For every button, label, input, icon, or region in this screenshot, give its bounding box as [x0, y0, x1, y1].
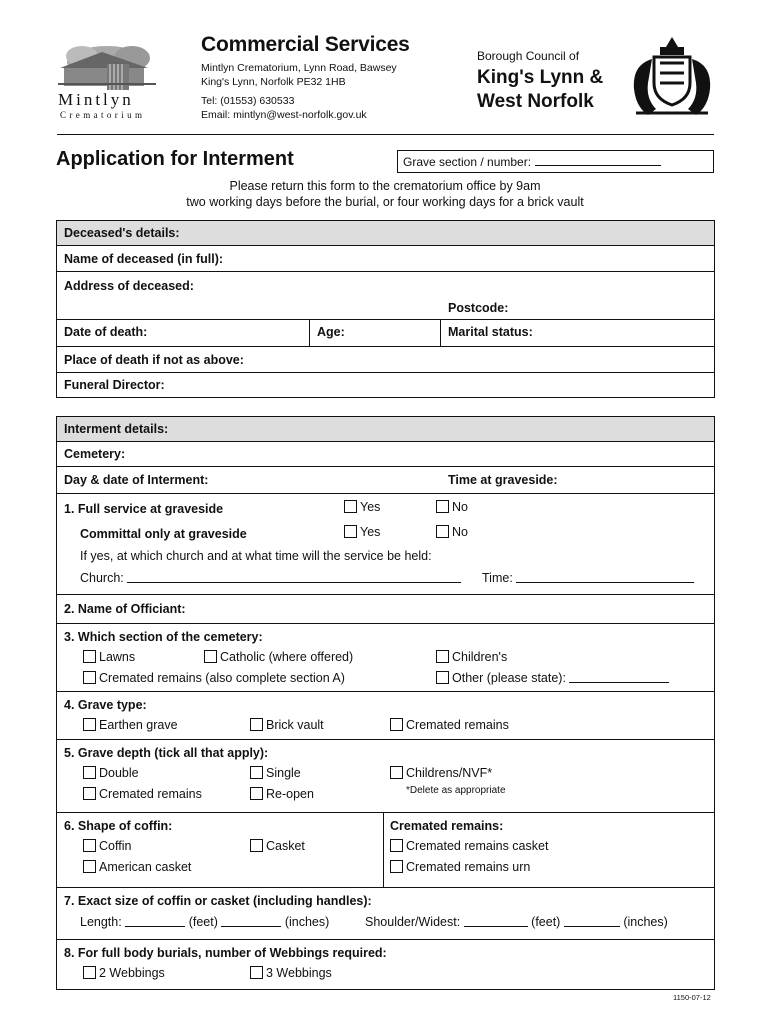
graveside-time-label: Time at graveside: — [448, 473, 558, 487]
question-3-section — [57, 623, 714, 691]
option-childrens-nvf[interactable]: Childrens/NVF* — [390, 766, 492, 780]
checkbox-icon[interactable] — [344, 500, 357, 513]
checkbox-icon[interactable] — [344, 525, 357, 538]
full-service-no[interactable]: No — [436, 500, 468, 514]
option-single[interactable]: Single — [250, 766, 301, 780]
grave-number-line[interactable] — [535, 165, 661, 166]
other-line[interactable] — [569, 682, 669, 683]
place-of-death-label: Place of death if not as above: — [64, 353, 244, 367]
checkbox-icon[interactable] — [83, 839, 96, 852]
option-cremated-casket[interactable]: Cremated remains casket — [390, 839, 548, 853]
council-crest-icon — [626, 33, 718, 119]
church-question: If yes, at which church and at what time will the service be held: — [80, 549, 432, 563]
checkbox-icon[interactable] — [250, 787, 263, 800]
question-6-coffin — [57, 812, 714, 887]
cemetery-field[interactable] — [57, 441, 714, 466]
checkbox-icon[interactable] — [83, 860, 96, 873]
checkbox-icon[interactable] — [390, 839, 403, 852]
checkbox-icon[interactable] — [436, 500, 449, 513]
marital-status-field[interactable] — [440, 320, 714, 346]
church-time-field[interactable]: Time: — [482, 571, 694, 585]
grave-type-question: 4. Grave type: — [64, 698, 147, 712]
option-cremated-grave[interactable]: Cremated remains — [390, 718, 509, 732]
council-prefix: Borough Council of — [477, 49, 580, 63]
age-field[interactable] — [309, 320, 440, 346]
marital-status-label: Marital status: — [448, 325, 533, 339]
option-reopen[interactable]: Re-open — [250, 787, 314, 801]
option-american-casket[interactable]: American casket — [83, 860, 191, 874]
checkbox-icon[interactable] — [250, 766, 263, 779]
shoulder-feet-line[interactable] — [464, 926, 528, 927]
church-time-line[interactable] — [516, 582, 694, 583]
checkbox-icon[interactable] — [83, 671, 96, 684]
option-casket[interactable]: Casket — [250, 839, 305, 853]
place-of-death-field[interactable] — [57, 346, 714, 372]
deceased-address-label: Address of deceased: — [64, 279, 194, 293]
question-8-webbings — [57, 939, 714, 989]
officiant-label: 2. Name of Officiant: — [64, 602, 186, 616]
cemetery-label: Cemetery: — [64, 447, 126, 461]
option-cremated-urn[interactable]: Cremated remains urn — [390, 860, 530, 874]
address-line-1: Mintlyn Crematorium, Lynn Road, Bawsey — [201, 62, 397, 74]
coffin-shape-question: 6. Shape of coffin: — [64, 819, 173, 833]
option-cremated-remains[interactable]: Cremated remains (also complete section A) — [83, 671, 345, 685]
section-question: 3. Which section of the cemetery: — [64, 630, 263, 644]
address-line-2: King's Lynn, Norfolk PE32 1HB — [201, 76, 346, 88]
submission-notice — [0, 178, 770, 210]
deceased-address-field[interactable] — [57, 271, 714, 319]
address-block — [201, 33, 410, 122]
webbings-question: 8. For full body burials, number of Webbings required: — [64, 946, 387, 960]
question-5-depth — [57, 739, 714, 812]
option-coffin[interactable]: Coffin — [83, 839, 131, 853]
telephone: Tel: (01553) 630533 — [201, 95, 295, 107]
officiant-field[interactable] — [57, 594, 714, 623]
question-7-size — [57, 887, 714, 939]
option-earthen[interactable]: Earthen grave — [83, 718, 178, 732]
option-three-webbings[interactable]: 3 Webbings — [250, 966, 332, 980]
date-time-row[interactable] — [57, 466, 714, 493]
org-title: Commercial Services — [201, 33, 410, 56]
interment-date-label: Day & date of Interment: — [64, 473, 209, 487]
checkbox-icon[interactable] — [436, 650, 449, 663]
checkbox-icon[interactable] — [436, 671, 449, 684]
funeral-director-field[interactable] — [57, 372, 714, 397]
checkbox-icon[interactable] — [250, 718, 263, 731]
shoulder-inches-line[interactable] — [564, 926, 620, 927]
question-4-grave-type — [57, 691, 714, 739]
date-of-death-field[interactable] — [57, 320, 309, 346]
grave-number-label: Grave section / number: — [403, 155, 532, 169]
logo-name: Mintlyn — [58, 90, 134, 109]
deceased-name-field[interactable] — [57, 245, 714, 271]
checkbox-icon[interactable] — [250, 839, 263, 852]
email: Email: mintlyn@west-norfolk.gov.uk — [201, 109, 367, 121]
council-line-1: King's Lynn & — [477, 67, 604, 88]
interment-header: Interment details: — [57, 417, 714, 441]
checkbox-icon[interactable] — [390, 766, 403, 779]
full-service-label: 1. Full service at graveside — [64, 502, 224, 516]
checkbox-icon[interactable] — [390, 860, 403, 873]
question-1-service — [57, 493, 714, 594]
coffin-size-question: 7. Exact size of coffin or casket (including handles): — [64, 894, 372, 908]
cremated-remains-cell — [383, 813, 714, 887]
length-feet-line[interactable] — [125, 926, 185, 927]
age-label: Age: — [317, 325, 345, 339]
church-field[interactable]: Church: — [80, 571, 461, 585]
form-code: 1150-07-12 — [673, 993, 711, 1002]
notice-line-1: Please return this form to the crematorium office by 9am — [229, 179, 541, 193]
checkbox-icon[interactable] — [83, 966, 96, 979]
church-line[interactable] — [127, 582, 461, 583]
committal-label: Committal only at graveside — [80, 527, 247, 541]
checkbox-icon[interactable] — [204, 650, 217, 663]
option-brick-vault[interactable]: Brick vault — [250, 718, 324, 732]
option-childrens[interactable]: Children's — [436, 650, 507, 664]
length-field[interactable]: Length: (feet) (inches) — [80, 915, 330, 929]
page-title: Application for Interment — [56, 148, 294, 170]
grave-number-field[interactable] — [397, 150, 714, 173]
option-other[interactable]: Other (please state): — [436, 671, 669, 685]
logo-subtitle: Crematorium — [60, 110, 146, 120]
committal-no[interactable]: No — [436, 525, 468, 539]
option-two-webbings[interactable]: 2 Webbings — [83, 966, 165, 980]
grave-depth-question: 5. Grave depth (tick all that apply): — [64, 746, 269, 760]
interment-details-section — [56, 416, 715, 990]
notice-line-2: two working days before the burial, or four working days for a brick vault — [186, 195, 584, 209]
checkbox-icon[interactable] — [83, 766, 96, 779]
death-age-marital-row — [57, 319, 714, 346]
checkbox-icon[interactable] — [83, 787, 96, 800]
checkbox-icon[interactable] — [83, 650, 96, 663]
header-divider — [57, 134, 714, 135]
delete-note: *Delete as appropriate — [406, 785, 506, 796]
full-service-yes[interactable]: Yes — [344, 500, 380, 514]
checkbox-icon[interactable] — [390, 718, 403, 731]
checkbox-icon[interactable] — [250, 966, 263, 979]
cremated-remains-header: Cremated remains: — [390, 819, 504, 833]
option-catholic[interactable]: Catholic (where offered) — [204, 650, 353, 664]
coffin-shape-cell — [57, 813, 383, 887]
option-double[interactable]: Double — [83, 766, 139, 780]
checkbox-icon[interactable] — [83, 718, 96, 731]
length-inches-line[interactable] — [221, 926, 281, 927]
funeral-director-label: Funeral Director: — [64, 378, 165, 392]
date-of-death-label: Date of death: — [64, 325, 148, 339]
option-lawns[interactable]: Lawns — [83, 650, 135, 664]
deceased-details-section — [56, 220, 715, 398]
postcode-label: Postcode: — [448, 301, 509, 315]
checkbox-icon[interactable] — [436, 525, 449, 538]
option-cremated-depth[interactable]: Cremated remains — [83, 787, 202, 801]
committal-yes[interactable]: Yes — [344, 525, 380, 539]
council-name — [477, 49, 603, 114]
council-line-2: West Norfolk — [477, 91, 594, 112]
deceased-name-label: Name of deceased (in full): — [64, 252, 224, 266]
shoulder-field[interactable]: Shoulder/Widest: (feet) (inches) — [365, 915, 668, 929]
deceased-header: Deceased's details: — [57, 221, 714, 245]
